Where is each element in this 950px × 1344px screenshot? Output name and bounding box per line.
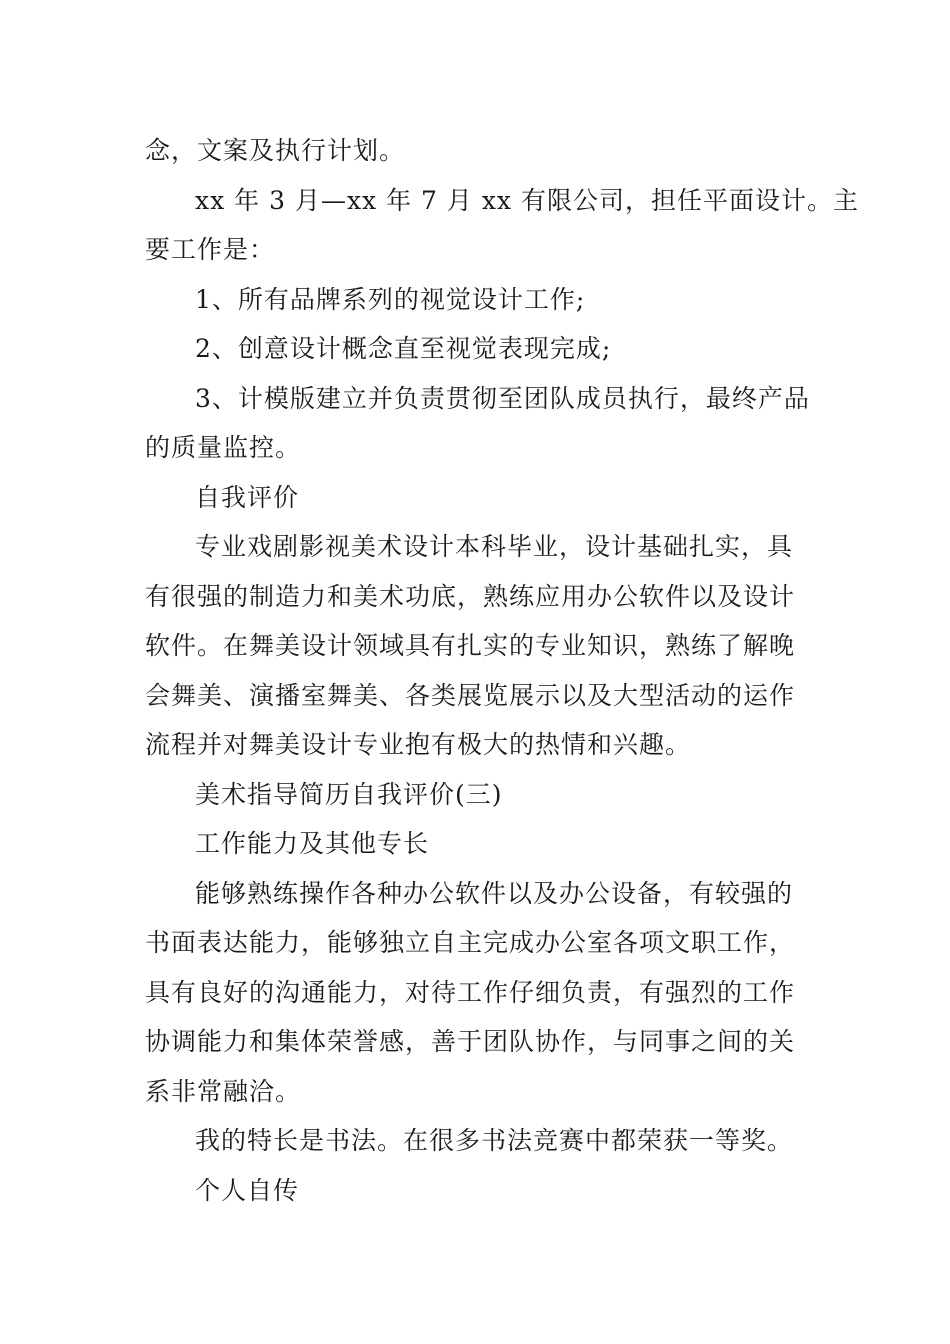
text-line: 协调能力和集体荣誉感，善于团队协作，与同事之间的关 (145, 1027, 796, 1056)
section-heading: 美术指导简历自我评价(三) (195, 780, 503, 809)
section-heading: 工作能力及其他专长 (195, 829, 430, 858)
text-line: 书面表达能力，能够独立自主完成办公室各项文职工作， (145, 928, 796, 957)
text-line: 软件。在舞美设计领域具有扎实的专业知识，熟练了解晚 (145, 631, 796, 660)
text-line: xx 年 3 月—xx 年 7 月 xx 有限公司，担任平面设计。主 (195, 186, 859, 215)
text-line: 系非常融洽。 (145, 1077, 302, 1106)
section-heading: 自我评价 (195, 483, 300, 512)
text-line: 念，文案及执行计划。 (145, 136, 406, 165)
text-line: 能够熟练操作各种办公软件以及办公设备，有较强的 (195, 879, 794, 908)
text-line: 我的特长是书法。在很多书法竞赛中都荣获一等奖。 (195, 1126, 794, 1155)
text-line: 3、计模版建立并负责贯彻至团队成员执行，最终产品 (195, 384, 810, 413)
text-line: 1、所有品牌系列的视觉设计工作; (195, 285, 586, 314)
text-line: 具有良好的沟通能力，对待工作仔细负责，有强烈的工作 (145, 978, 796, 1007)
text-line: 的质量监控。 (145, 433, 302, 462)
text-line: 2、创意设计概念直至视觉表现完成; (195, 334, 612, 363)
text-line: 流程并对舞美设计专业抱有极大的热情和兴趣。 (145, 730, 692, 759)
section-heading: 个人自传 (195, 1176, 300, 1205)
text-line: 专业戏剧影视美术设计本科毕业，设计基础扎实，具 (195, 532, 794, 561)
text-line: 要工作是： (145, 235, 276, 264)
text-line: 会舞美、演播室舞美、各类展览展示以及大型活动的运作 (145, 681, 796, 710)
text-line: 有很强的制造力和美术功底，熟练应用办公软件以及设计 (145, 582, 796, 611)
